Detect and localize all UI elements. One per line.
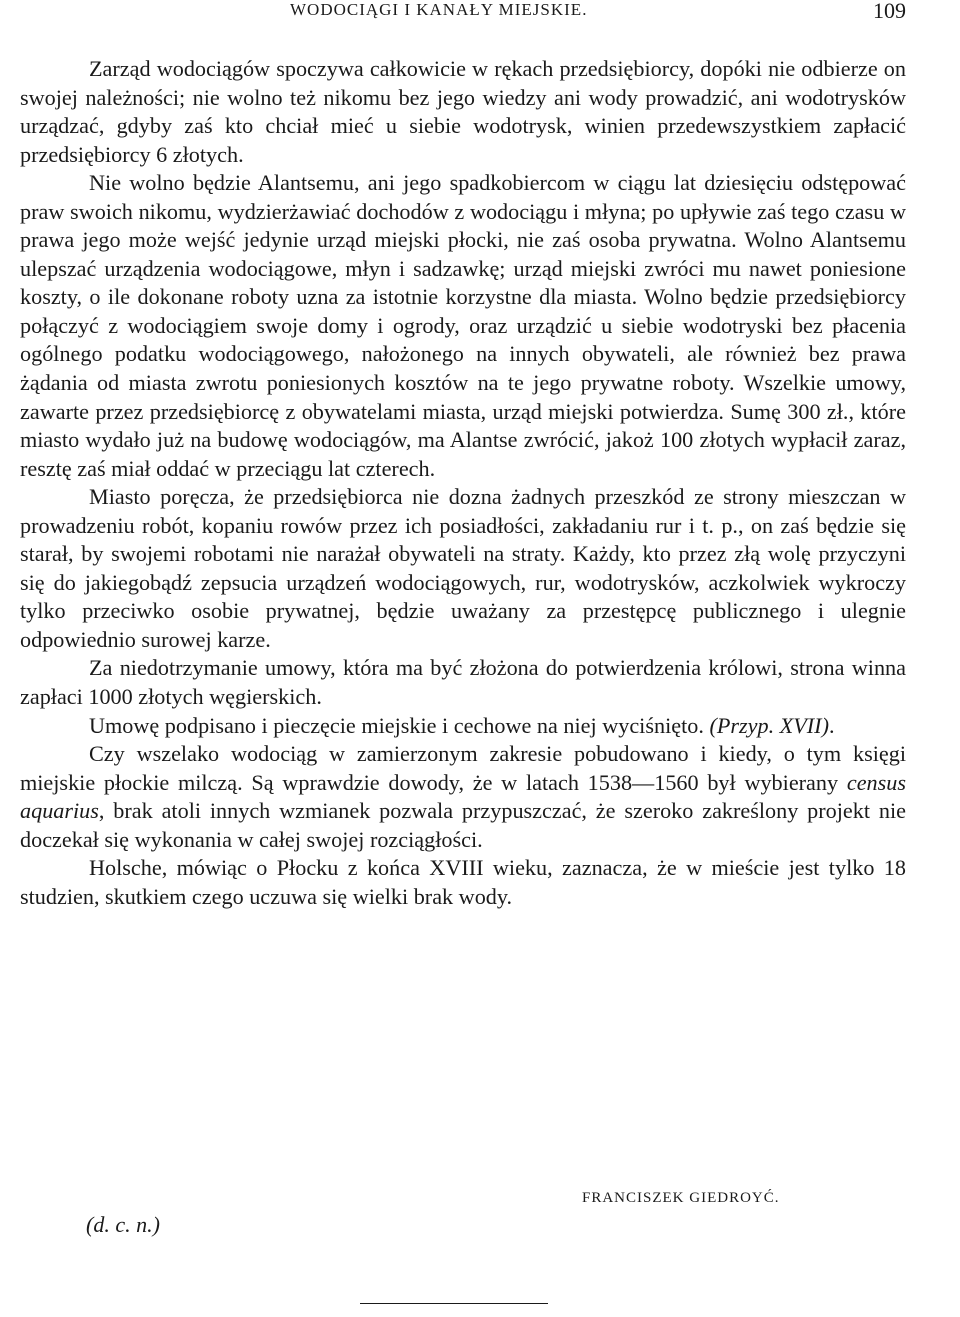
paragraph: Za niedotrzymanie umowy, która ma być złożona do potwierdzenia królowi, strona winna zapłaci 1000 złotych węgierskich. <box>20 655 906 710</box>
latin-term: census aquarius <box>20 769 906 824</box>
continuation-note: (d. c. n.) <box>86 1212 160 1237</box>
page-number: 109 <box>873 0 906 23</box>
paragraph: Nie wolno będzie Alantsemu, ani jego spadkobiercom w ciągu lat dziesięciu odstępować praw swoich nikomu, wydzierżawiać dochodów z wodociągu i młyna; po upływie zaś tego czasu w prawa jego może wejść jedynie urząd miejski płocki, nie zaś osoba prywatna. Wolno Alantsemu ulepszać urządzenia wodociągowe, młyn i sadzawkę; urząd miejski zwróci mu nawet poniesione koszty, o ile dokonane roboty uzna za istotnie korzystne dla miasta. Wolno będzie przedsiębiorcy połączyć z wodociągiem swoje domy i ogrody, oraz urządzić u siebie wodotryski bez płacenia ogólnego podatku wodociągowego, nałożonego na innych obywateli, ale również bez prawa żądania od miasta zwrotu poniesionych kosztów na te jego prywatne roboty. Wszelkie umowy, zawarte przez przedsiębiorcę z obywatelami miasta, urząd miejski potwierdza. Sumę 300 zł., które miasto wydało już na budowę wodociągów, ma Alantse zwrócić, jakoż 100 złotych wypłacił zaraz, resztę zaś miał oddać w przeciągu lat czterech. <box>20 170 906 481</box>
book-page <box>20 0 906 1237</box>
paragraph: Umowę podpisano i pieczęcie miejskie i cechowe na niej wyciśnięto. (Przyp. XVII). <box>89 712 835 738</box>
paragraph: Czy wszelako wodociąg w zamierzonym zakresie pobudowano i kiedy, o tym księgi miejskie płockie milczą. Są wprawdzie dowody, że w latach 1538—1560 był wybierany census aquarius, brak atoli innych wzmianek pozwala przypuszczać, że szeroko zakreślony projekt nie doczekał się wykonania w całej swojej rozciągłości. <box>20 741 906 852</box>
author-signature: FRANCISZEK GIEDROYĆ. <box>582 1190 780 1206</box>
page-header <box>20 0 906 28</box>
paragraph: Miasto poręcza, że przedsiębiorca nie dozna żadnych przeszkód ze strony mieszczan w prowadzeniu robót, kopaniu rowów przez ich posiadłości, zakładaniu rur i t. p., on zaś będzie się starał, by swojemi robotami nie narażał obywateli na straty. Każdy, kto przez złą wolę przyczyni się do jakiegobądź zepsucia urządzeń wodociągowych, rur, wodotrysków, aczkolwiek wykroczy tylko przeciwko osobie prywatnej, będzie uważany za przestępcę publicznego i ulegnie odpowiednio surowej karze. <box>20 484 906 652</box>
footer-rule <box>360 1303 548 1304</box>
paragraph: Zarząd wodociągów spoczywa całkowicie w rękach przedsiębiorcy, dopóki nie odbierze on swojej należności; nie wolno też nikomu bez jego wiedzy ani wody prowadzić, ani wodotrysków urządzać, gdyby zaś kto chciał mieć u siebie wodotrysk, winien przedewszystkiem zapłacić przedsiębiorcy 6 złotych. <box>20 56 906 167</box>
footnote-reference: (Przyp. XVII) <box>709 712 829 738</box>
running-head: WODOCIĄGI I KANAŁY MIEJSKIE. <box>290 0 588 19</box>
paragraph: Holsche, mówiąc o Płocku z końca XVIII wieku, zaznacza, że w mieście jest tylko 18 studzien, skutkiem czego uczuwa się wielki brak wody. <box>20 855 906 909</box>
body-text <box>20 55 906 911</box>
